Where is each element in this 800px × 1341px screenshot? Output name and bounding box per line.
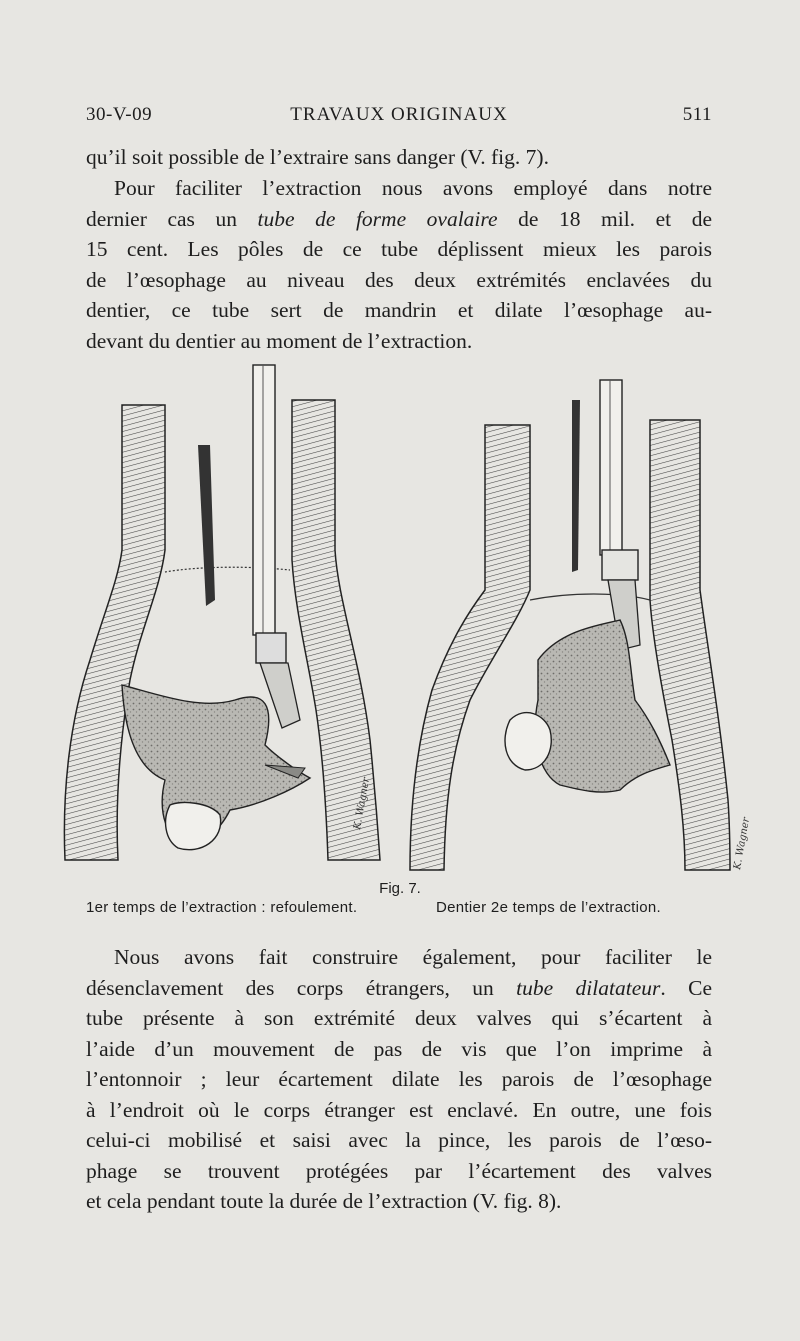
- text-line: l’entonnoir ; leur écartement dilate les parois de l’œsophage: [86, 1067, 712, 1091]
- paragraph-dilator-tube: [86, 942, 712, 1217]
- left-esophagus-drawing: [64, 365, 380, 860]
- text-line: devant du dentier au moment de l’extraction.: [86, 328, 473, 353]
- text-line: Nous avons fait construire également, pour faciliter le: [114, 945, 712, 969]
- figure-7-illustration: [60, 360, 753, 880]
- text-segment: désenclavement des corps étrangers, un: [86, 975, 517, 1000]
- illustrator-signature-left: K. Wagner: [352, 776, 373, 831]
- text-line: à l’endroit où le corps étranger est enclavé. En outre, une fois: [86, 1097, 712, 1122]
- header-section-title: TRAVAUX ORIGINAUX: [290, 104, 508, 125]
- text-line: dentier, ce tube sert de mandrin et dilate l’œsophage au-: [86, 298, 712, 322]
- text-line: et cela pendant toute la durée de l’extraction (V. fig. 8).: [86, 1189, 562, 1213]
- caption-first-stage: 1er temps de l’extraction : refoulement.: [86, 899, 358, 916]
- illustrator-signature-right: K. Wagner: [732, 816, 753, 871]
- text-line: celui-ci mobilisé et saisi avec la pince, les parois de l’œso-: [86, 1128, 712, 1152]
- text-segment: de 18 mil. et de: [497, 206, 712, 231]
- running-header: [86, 104, 712, 134]
- text-line: 15 cent. Les pôles de ce tube déplissent mieux les parois: [86, 237, 712, 261]
- text-line: [86, 204, 712, 235]
- text-line: [86, 973, 712, 1004]
- text-line: tube présente à son extrémité deux valves qui s’écartent à: [86, 1006, 712, 1030]
- paragraph-continuation: [86, 142, 712, 173]
- emphasis-dilator-tube: tube dilatateur: [516, 975, 661, 1000]
- text-line: qu’il soit possible de l’extraire sans danger (V. fig. 7).: [86, 145, 549, 169]
- text-line: phage se trouvent protégées par l’écartement des valves: [86, 1158, 712, 1183]
- paragraph-oval-tube: [86, 173, 712, 356]
- text-line: Pour faciliter l’extraction nous avons employé dans notre: [114, 176, 712, 200]
- header-date: 30-V-09: [86, 104, 153, 125]
- page-number: 511: [682, 104, 712, 125]
- right-esophagus-drawing: [410, 380, 752, 872]
- esophagus-extraction-drawing: [60, 360, 753, 880]
- text-segment: . Ce: [660, 975, 713, 1000]
- caption-second-stage: Dentier 2e temps de l’extraction.: [436, 899, 662, 916]
- emphasis-oval-tube: tube de forme ovalaire: [257, 206, 498, 231]
- text-line: de l’œsophage au niveau des deux extrémités enclavées du: [86, 267, 712, 292]
- figure-label: Fig. 7.: [379, 880, 421, 897]
- text-segment: dernier cas un: [86, 206, 258, 231]
- text-line: l’aide d’un mouvement de pas de vis que l’on imprime à: [86, 1036, 712, 1061]
